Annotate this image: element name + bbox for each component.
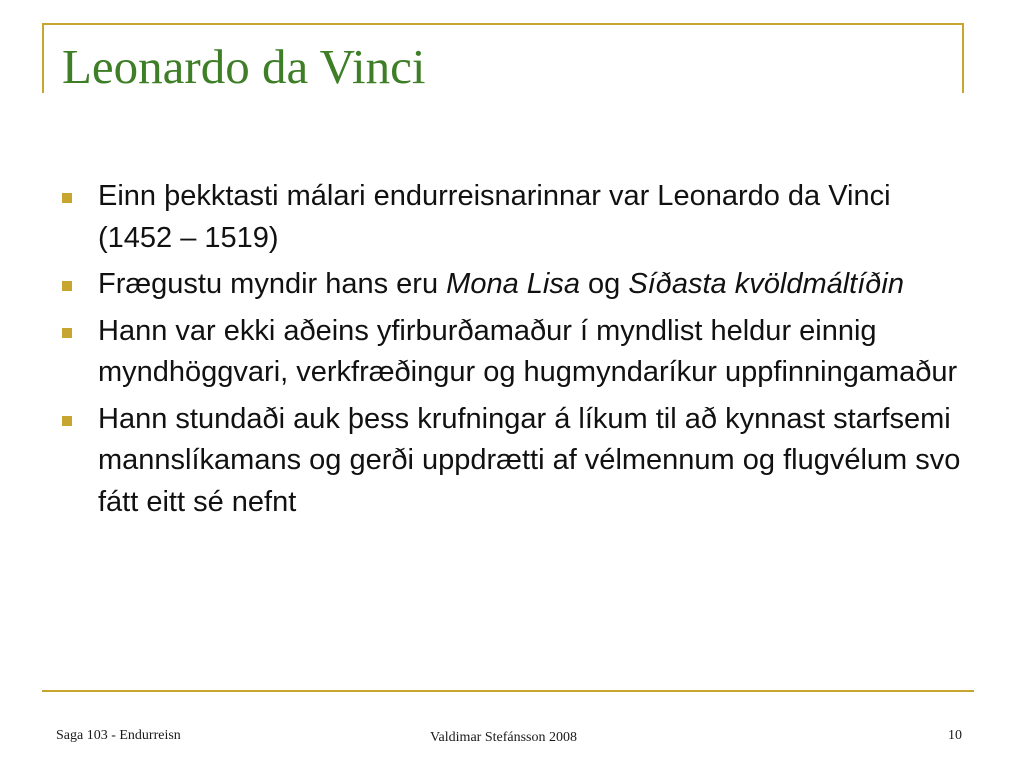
bullet-item [62,176,962,259]
bullet-text-italic: Síðasta kvöldmáltíðin [628,268,904,300]
bullet-list [62,176,962,528]
frame-top-rule [42,23,964,25]
square-bullet-icon [62,281,72,291]
square-bullet-icon [62,193,72,203]
square-bullet-icon [62,416,72,426]
frame-bottom-rule [42,690,974,692]
footer-course: Saga 103 - Endurreisn [56,728,181,743]
bullet-text: Frægustu myndir hans eru [98,268,447,300]
square-bullet-icon [62,328,72,338]
bullet-text: Hann var ekki aðeins yfirburðamaður í myndlist heldur einnig myndhöggvari, verkfræðingur og hugmyndaríkur uppfinningamaður [98,314,958,388]
bullet-item [62,311,962,394]
footer-author: Valdimar Stefánsson 2008 [430,730,577,745]
bullet-text: Hann stundaði auk þess krufningar á líkum til að kynnast starfsemi mannslíkamans og gerði uppdrætti af vélmennum og flugvélum svo fátt eitt sé nefnt [98,402,961,518]
footer-page-number: 10 [948,728,962,743]
frame-left-rule [42,23,44,93]
bullet-item [62,264,962,306]
bullet-item [62,399,962,524]
bullet-text: Einn þekktasti málari endurreisnarinnar var Leonardo da Vinci (1452 – 1519) [98,180,891,254]
bullet-text-italic: Mona Lisa [446,268,580,300]
frame-right-rule [962,23,964,93]
slide-title: Leonardo da Vinci [62,39,426,94]
bullet-text: og [579,268,629,300]
